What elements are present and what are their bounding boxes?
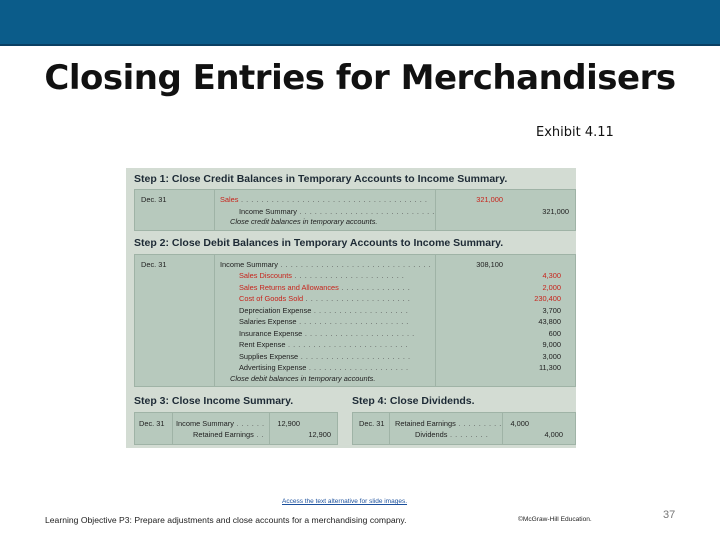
top-banner	[0, 0, 720, 46]
step1-credit-amount: 321,000	[542, 207, 569, 216]
step2-credit-amount: 11,300	[538, 363, 561, 372]
step3-debit-line: Income Summary . . . . . .	[176, 419, 265, 428]
step2-credit-line: Rent Expense . . . . . . . . . . . . . . . . . . . . . . . .	[239, 340, 408, 349]
step4-debit-line: Retained Earnings . . . . . . . . .	[395, 419, 502, 428]
step2-credit-amount: 43,800	[538, 317, 561, 326]
step2-date: Dec. 31	[141, 260, 167, 269]
step1-explanation: Close credit balances in temporary accounts.	[230, 217, 378, 226]
step3-debit-account: Income Summary	[176, 419, 234, 428]
step1-debit-line: Sales . . . . . . . . . . . . . . . . . . . . . . . . . . . . . . . . . . . . .	[220, 195, 428, 204]
step4-credit-line: Dividends . . . . . . . .	[415, 430, 489, 439]
step4-heading: Step 4: Close Dividends.	[352, 395, 475, 407]
step2-debit-amount: 308,100	[476, 260, 503, 269]
step2-credit-line: Supplies Expense . . . . . . . . . . . . . . . . . . . . . .	[239, 351, 411, 361]
step4-credit-amount: 4,000	[544, 430, 563, 439]
step1-debit-amount: 321,000	[476, 195, 503, 204]
step2-credit-amount: 4,300	[542, 271, 561, 280]
step2-credit-line: Sales Returns and Allowances . . . . . . . . . . . . . .	[239, 282, 411, 292]
page-number: 37	[663, 509, 676, 521]
column-divider	[214, 255, 215, 386]
step2-panel	[134, 254, 576, 387]
exhibit-label: Exhibit 4.11	[536, 125, 614, 140]
column-divider	[435, 190, 436, 230]
step4-debit-account: Retained Earnings	[395, 419, 456, 428]
column-divider	[214, 190, 215, 230]
copyright-notice: ©McGraw-Hill Education.	[518, 516, 592, 523]
step2-debit-line: Income Summary . . . . . . . . . . . . . . . . . . . . . . . . . . . . . .	[220, 260, 432, 269]
text-alternative-link[interactable]: Access the text alternative for slide images.	[282, 498, 408, 505]
slide-title: Closing Entries for Merchandisers	[44, 58, 676, 98]
step3-credit-line: Retained Earnings . .	[193, 430, 265, 439]
step2-heading: Step 2: Close Debit Balances in Temporary Accounts to Income Summary.	[134, 237, 504, 249]
exhibit-figure	[126, 168, 576, 448]
step3-credit-account: Retained Earnings	[193, 430, 254, 439]
step3-heading: Step 3: Close Income Summary.	[134, 395, 294, 407]
step2-credit-line: Advertising Expense . . . . . . . . . . . . . . . . . . . .	[239, 363, 409, 372]
step1-heading: Step 1: Close Credit Balances in Temporary Accounts to Income Summary.	[134, 173, 508, 185]
step2-credit-amount: 600	[548, 328, 561, 338]
step1-credit-account: Income Summary	[239, 207, 297, 216]
step2-credit-amount: 2,000	[542, 282, 561, 292]
column-divider	[172, 413, 173, 444]
step2-credit-amount: 3,700	[542, 305, 561, 315]
step2-explanation: Close debit balances in temporary accounts.	[230, 374, 376, 383]
column-divider	[389, 413, 390, 444]
step3-panel	[134, 412, 338, 445]
step2-credit-amount: 230,400	[534, 294, 561, 303]
step2-credit-amount: 3,000	[542, 351, 561, 361]
step4-date: Dec. 31	[359, 419, 385, 428]
step4-panel	[352, 412, 576, 445]
step3-date: Dec. 31	[139, 419, 165, 428]
column-divider	[435, 255, 436, 386]
step1-credit-line: Income Summary . . . . . . . . . . . . . . . . . . . . . . . . . . .	[239, 207, 435, 216]
step2-credit-line: Salaries Expense . . . . . . . . . . . . . . . . . . . . . .	[239, 317, 409, 326]
column-divider	[502, 413, 503, 444]
step2-debit-account: Income Summary	[220, 260, 278, 269]
column-divider	[269, 413, 270, 444]
step1-debit-account: Sales	[220, 195, 239, 204]
learning-objective: Learning Objective P3: Prepare adjustments and close accounts for a merchandising company.	[45, 515, 407, 525]
step1-panel	[134, 189, 576, 231]
step2-credit-line: Sales Discounts . . . . . . . . . . . . . . . . . . . . . .	[239, 271, 405, 280]
step2-credit-line: Insurance Expense . . . . . . . . . . . . . . . . . . . . . .	[239, 328, 415, 338]
step4-debit-amount: 4,000	[510, 419, 529, 428]
step1-date: Dec. 31	[141, 195, 167, 204]
step2-credit-amount: 9,000	[542, 340, 561, 349]
step2-credit-line: Cost of Goods Sold . . . . . . . . . . . . . . . . . . . . .	[239, 294, 411, 303]
step3-credit-amount: 12,900	[308, 430, 331, 439]
step2-credit-line: Depreciation Expense . . . . . . . . . . . . . . . . . . .	[239, 305, 409, 315]
step4-credit-account: Dividends	[415, 430, 448, 439]
step3-debit-amount: 12,900	[277, 419, 300, 428]
